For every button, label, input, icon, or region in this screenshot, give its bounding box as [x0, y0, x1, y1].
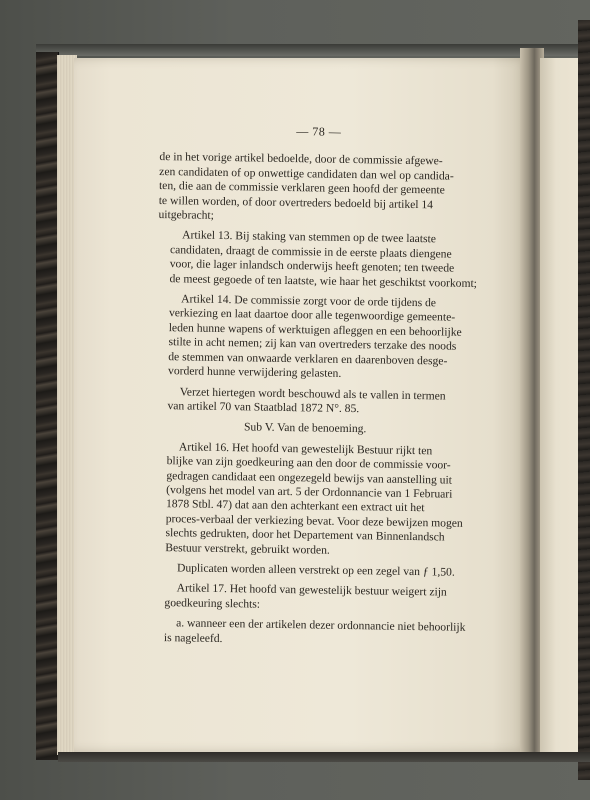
text-line: is nageleefd.	[163, 630, 223, 645]
paragraph	[152, 616, 466, 650]
text-line: blijke van zijn goedkeuring aan den door de commissie voor-	[166, 454, 451, 472]
text-line: de meest gegoede of ten laatste, wie haar het geschiktst voorkomt;	[169, 271, 478, 290]
page-number: — 78 —	[296, 124, 342, 139]
text-line: leden hunne wapens of werktuigen afleggen en een behoorlijke	[168, 321, 462, 339]
text-line: voor, die lager inlandsch onderwijs heeft genoten; ten tweede	[169, 257, 455, 275]
text-line: Artikel 14. De commissie zorgt voor de orde tijdens de	[181, 292, 437, 310]
page-text	[152, 122, 478, 656]
paragraph	[153, 440, 463, 560]
text-line: gedragen candidaat een ongezegeld bewijs van aanstelling uit	[166, 468, 453, 487]
text-line: 1878 Stbl. 47) dat aan den achterkant een extract uit het	[165, 497, 425, 515]
paragraph	[152, 581, 452, 615]
text-line: a. wanneer een der artikelen dezer ordonnancie niet behoorlijk	[176, 616, 466, 635]
paragraph	[155, 384, 455, 418]
text-line: te willen worden, of door overtreders bedoeld bij artikel 14	[158, 193, 434, 211]
text-line: van artikel 70 van Staatblad 1872 N°. 85.	[167, 399, 360, 416]
text-line: verkiezing en laat daartoe door alle tegenwoordige gemeente-	[168, 306, 456, 325]
text-line: ten, die aan de commissie verklaren geen hoofd der gemeente	[158, 179, 445, 197]
scan-background-top	[36, 44, 590, 56]
section-heading: Sub V. Van de benoeming.	[243, 420, 367, 436]
book-cover-left	[36, 52, 59, 760]
text-line: de in het vorige artikel bedoelde, door de commissie afgewe-	[159, 150, 443, 168]
text-line: Artikel 16. Het hoofd van gewestelijk Bestuur rijkt ten	[178, 440, 433, 458]
paragraph	[153, 561, 453, 580]
text-line: uitgebracht;	[158, 208, 215, 222]
text-line: Verzet hiertegen wordt beschouwd als te vallen in termen	[179, 384, 446, 403]
text-line: de stemmen van onwaarde verklaren en daarenboven desge-	[168, 349, 448, 368]
text-line: Artikel 17. Het hoofd van gewestelijk bestuur weigert zijn	[176, 581, 447, 599]
text-line: Duplicaten worden alleen verstrekt op een zegel van ƒ 1,50.	[176, 561, 455, 579]
page-body	[152, 150, 478, 649]
text-line: Artikel 13. Bij staking van stemmen op de twee laatste	[182, 228, 437, 246]
text-line: (volgens het model van art. 5 der Ordonnancie van 1 Februari	[166, 483, 453, 501]
text-line: Bestuur verstrekt, gebruikt worden.	[165, 540, 330, 557]
text-line: stilte in acht nemen; zij kan van overtreders terzake des noods	[168, 335, 457, 353]
paragraph	[157, 228, 478, 290]
text-line: candidaten, draagt de commissie in de eerste plaats diengene	[169, 243, 452, 261]
text-line: slechts gedrukten, door het Departement van Binnenlandsch	[165, 526, 445, 544]
book-cover-right	[578, 20, 590, 780]
text-line: zen candidaten of op onwettige candidaten dan wel op candida-	[159, 164, 454, 183]
paragraph	[158, 150, 459, 227]
paragraph	[156, 292, 462, 383]
facing-page-edge	[540, 58, 580, 752]
text-line: vorderd hunne verwijdering gelasten.	[167, 364, 342, 380]
scan-background-bottom	[58, 752, 590, 762]
text-line: goedkeuring slechts:	[164, 595, 261, 611]
text-line: proces-verbaal der verkiezing bevat. Voor deze bewijzen mogen	[165, 511, 463, 530]
